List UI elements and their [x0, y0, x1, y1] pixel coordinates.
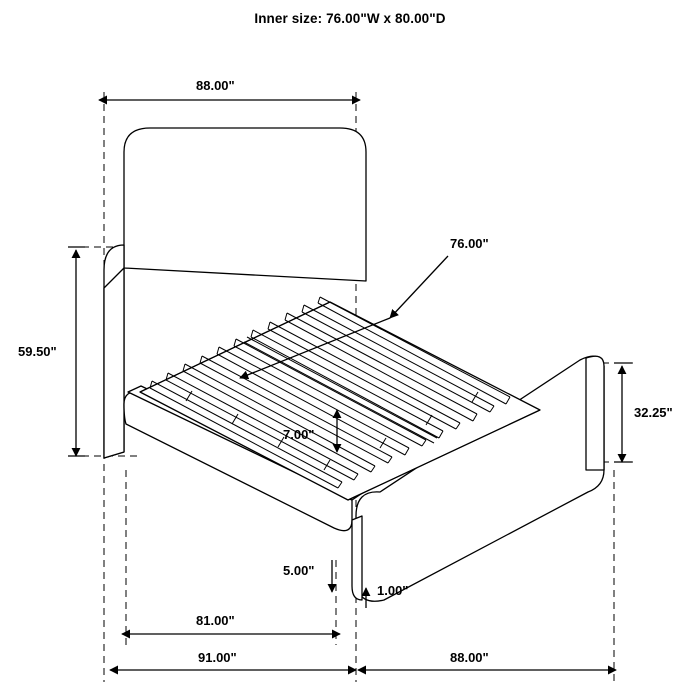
bed-outline	[104, 128, 604, 601]
dimension-label-slat-span: 76.00"	[450, 236, 489, 251]
dimension-label-headboard-height: 59.50"	[18, 344, 57, 359]
footboard-right-edge	[586, 356, 604, 470]
footboard-left-leg	[352, 516, 362, 600]
dimension-label-overall-width-bottom: 88.00"	[450, 650, 489, 665]
dimension-label-overall-length: 91.00"	[198, 650, 237, 665]
page-title: Inner size: 76.00"W x 80.00"D	[254, 11, 446, 26]
dimension-label-leg-clearance: 5.00"	[283, 563, 315, 578]
dimension-label-slat-spacing: 7.00"	[283, 427, 315, 442]
dimension-label-overall-width-top: 88.00"	[196, 78, 235, 93]
dimension-label-inner-length: 81.00"	[196, 613, 235, 628]
dimension-label-leg-thickness: 1.00"	[377, 583, 409, 598]
headboard-left-post	[104, 268, 124, 458]
dimension-label-footboard-height: 32.25"	[634, 405, 673, 420]
headboard-panel	[124, 128, 366, 281]
